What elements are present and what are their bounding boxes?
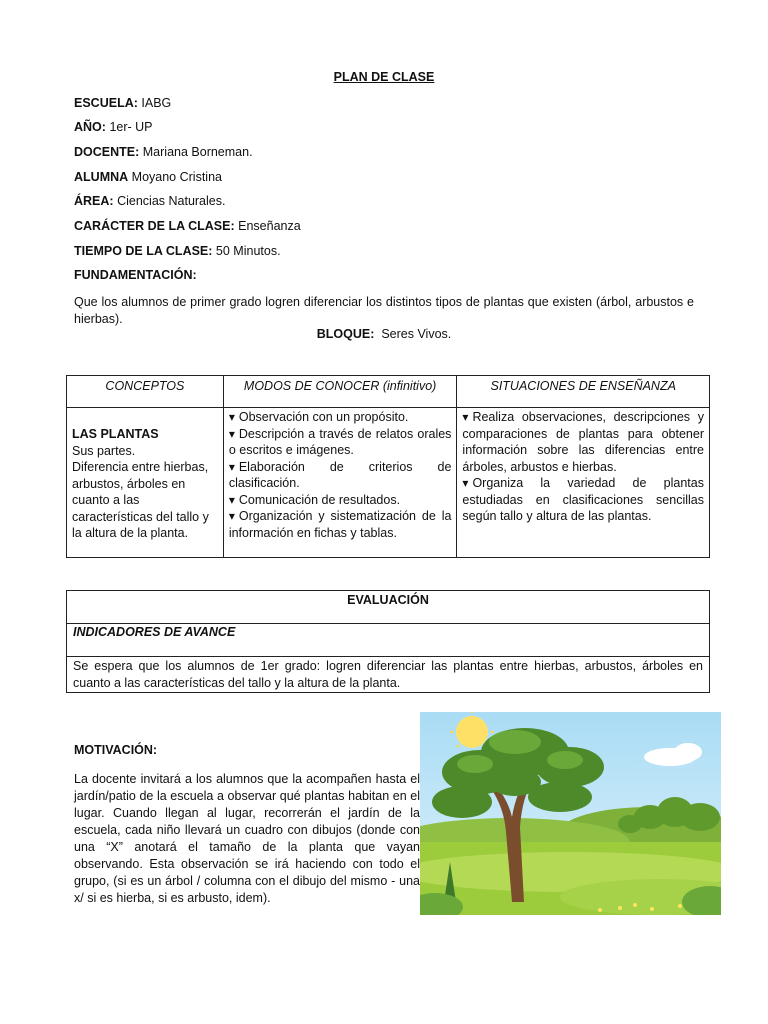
field-value: 50 Minutos.: [215, 244, 281, 258]
plan-table-row: [67, 408, 710, 558]
bloque-value: Seres Vivos.: [381, 327, 452, 341]
field-value: Ciencias Naturales.: [117, 194, 226, 208]
field-escuela: [74, 96, 171, 110]
field-area: [74, 194, 225, 208]
field-label: TIEMPO DE LA CLASE:: [74, 244, 213, 258]
field-label: FUNDAMENTACIÓN:: [74, 268, 197, 282]
field-alumna: [74, 170, 222, 184]
conceptos-title: LAS PLANTAS: [72, 427, 159, 441]
situaciones-cell: [457, 408, 710, 558]
situacion-item: ▾ Realiza observaciones, descripciones y comparaciones de plantas para obtener información sobre las diferencias entre árboles, arbustos e hierbas.: [462, 409, 704, 475]
motivacion-title: MOTIVACIÓN:: [74, 743, 158, 757]
fundamentacion-text: Que los alumnos de primer grado logren diferenciar los distintos tipos de plantas que existen (árbol, arbustos e hierbas).: [74, 295, 694, 326]
modos-cell: [223, 408, 457, 558]
motivacion-text: La docente invitará a los alumnos que la acompañen hasta el jardín/patio de la escuela a observar qué plantas habitan en el lugar. Cuando llegan al lugar, recorrerán el jardín de la escuela, cada niño llevará un cuadro con dibujos (donde con una “X” anotará el tamaño de la planta que vayan observando. Esta observación se irá haciendo con todo el grupo, (si es un árbol / columna con el dibujo del mismo - una x/ si es hierba, si es arbusto, idem).: [74, 772, 420, 905]
document-title: PLAN DE CLASE: [333, 70, 435, 84]
header-modos: MODOS DE CONOCER (infinitivo): [223, 376, 457, 408]
field-label: DOCENTE:: [74, 145, 140, 159]
field-tiempo: [74, 244, 281, 258]
sun-icon: [456, 716, 488, 748]
field-value: 1er- UP: [109, 120, 153, 134]
plan-table: [66, 375, 710, 558]
field-ano: [74, 120, 153, 134]
illustration-svg: [420, 712, 721, 915]
conceptos-cell: [67, 408, 224, 558]
modo-item: ▾ Organización y sistematización de la información en fichas y tablas.: [229, 508, 452, 541]
bloque-label: BLOQUE:: [316, 327, 375, 341]
header-situaciones: SITUACIONES DE ENSEÑANZA: [457, 376, 710, 408]
field-docente: [74, 145, 253, 159]
field-fundamentacion: [74, 268, 197, 282]
field-label: ALUMNA: [74, 170, 129, 184]
evaluacion-title: EVALUACIÓN: [67, 591, 710, 624]
plan-table-header-row: [67, 376, 710, 408]
field-value: Enseñanza: [238, 219, 301, 233]
bloque-line: [0, 327, 768, 341]
modo-item: ▾ Descripción a través de relatos orales o escritos e imágenes.: [229, 426, 452, 459]
evaluacion-text: Se espera que los alumnos de 1er grado: logren diferenciar las plantas entre hierbas, arbustos, árboles en cuanto a las características del tallo y la altura de la planta.: [67, 657, 710, 693]
conceptos-text: Sus partes. Diferencia entre hierbas, arbustos, árboles en cuanto a las características del tallo y la altura de la planta.: [72, 443, 209, 540]
indicadores-label: INDICADORES DE AVANCE: [67, 624, 710, 657]
field-label: CARÁCTER DE LA CLASE:: [74, 219, 235, 233]
modo-item: ▾ Observación con un propósito.: [229, 409, 452, 426]
landscape-tree-illustration: [420, 712, 721, 915]
field-value: Moyano Cristina: [131, 170, 222, 184]
field-label: AÑO:: [74, 120, 106, 134]
modo-item: ▾ Comunicación de resultados.: [229, 492, 452, 509]
field-label: ESCUELA:: [74, 96, 138, 110]
situacion-item: ▾ Organiza la variedad de plantas estudiadas en clasificaciones sencillas según tallo y altura de las plantas.: [462, 475, 704, 525]
field-value: IABG: [141, 96, 172, 110]
modo-item: ▾ Elaboración de criterios de clasificación.: [229, 459, 452, 492]
field-label: ÁREA:: [74, 194, 114, 208]
field-value: Mariana Borneman.: [142, 145, 253, 159]
field-caracter: [74, 219, 301, 233]
header-conceptos: CONCEPTOS: [67, 376, 224, 408]
evaluacion-table: [66, 590, 710, 693]
